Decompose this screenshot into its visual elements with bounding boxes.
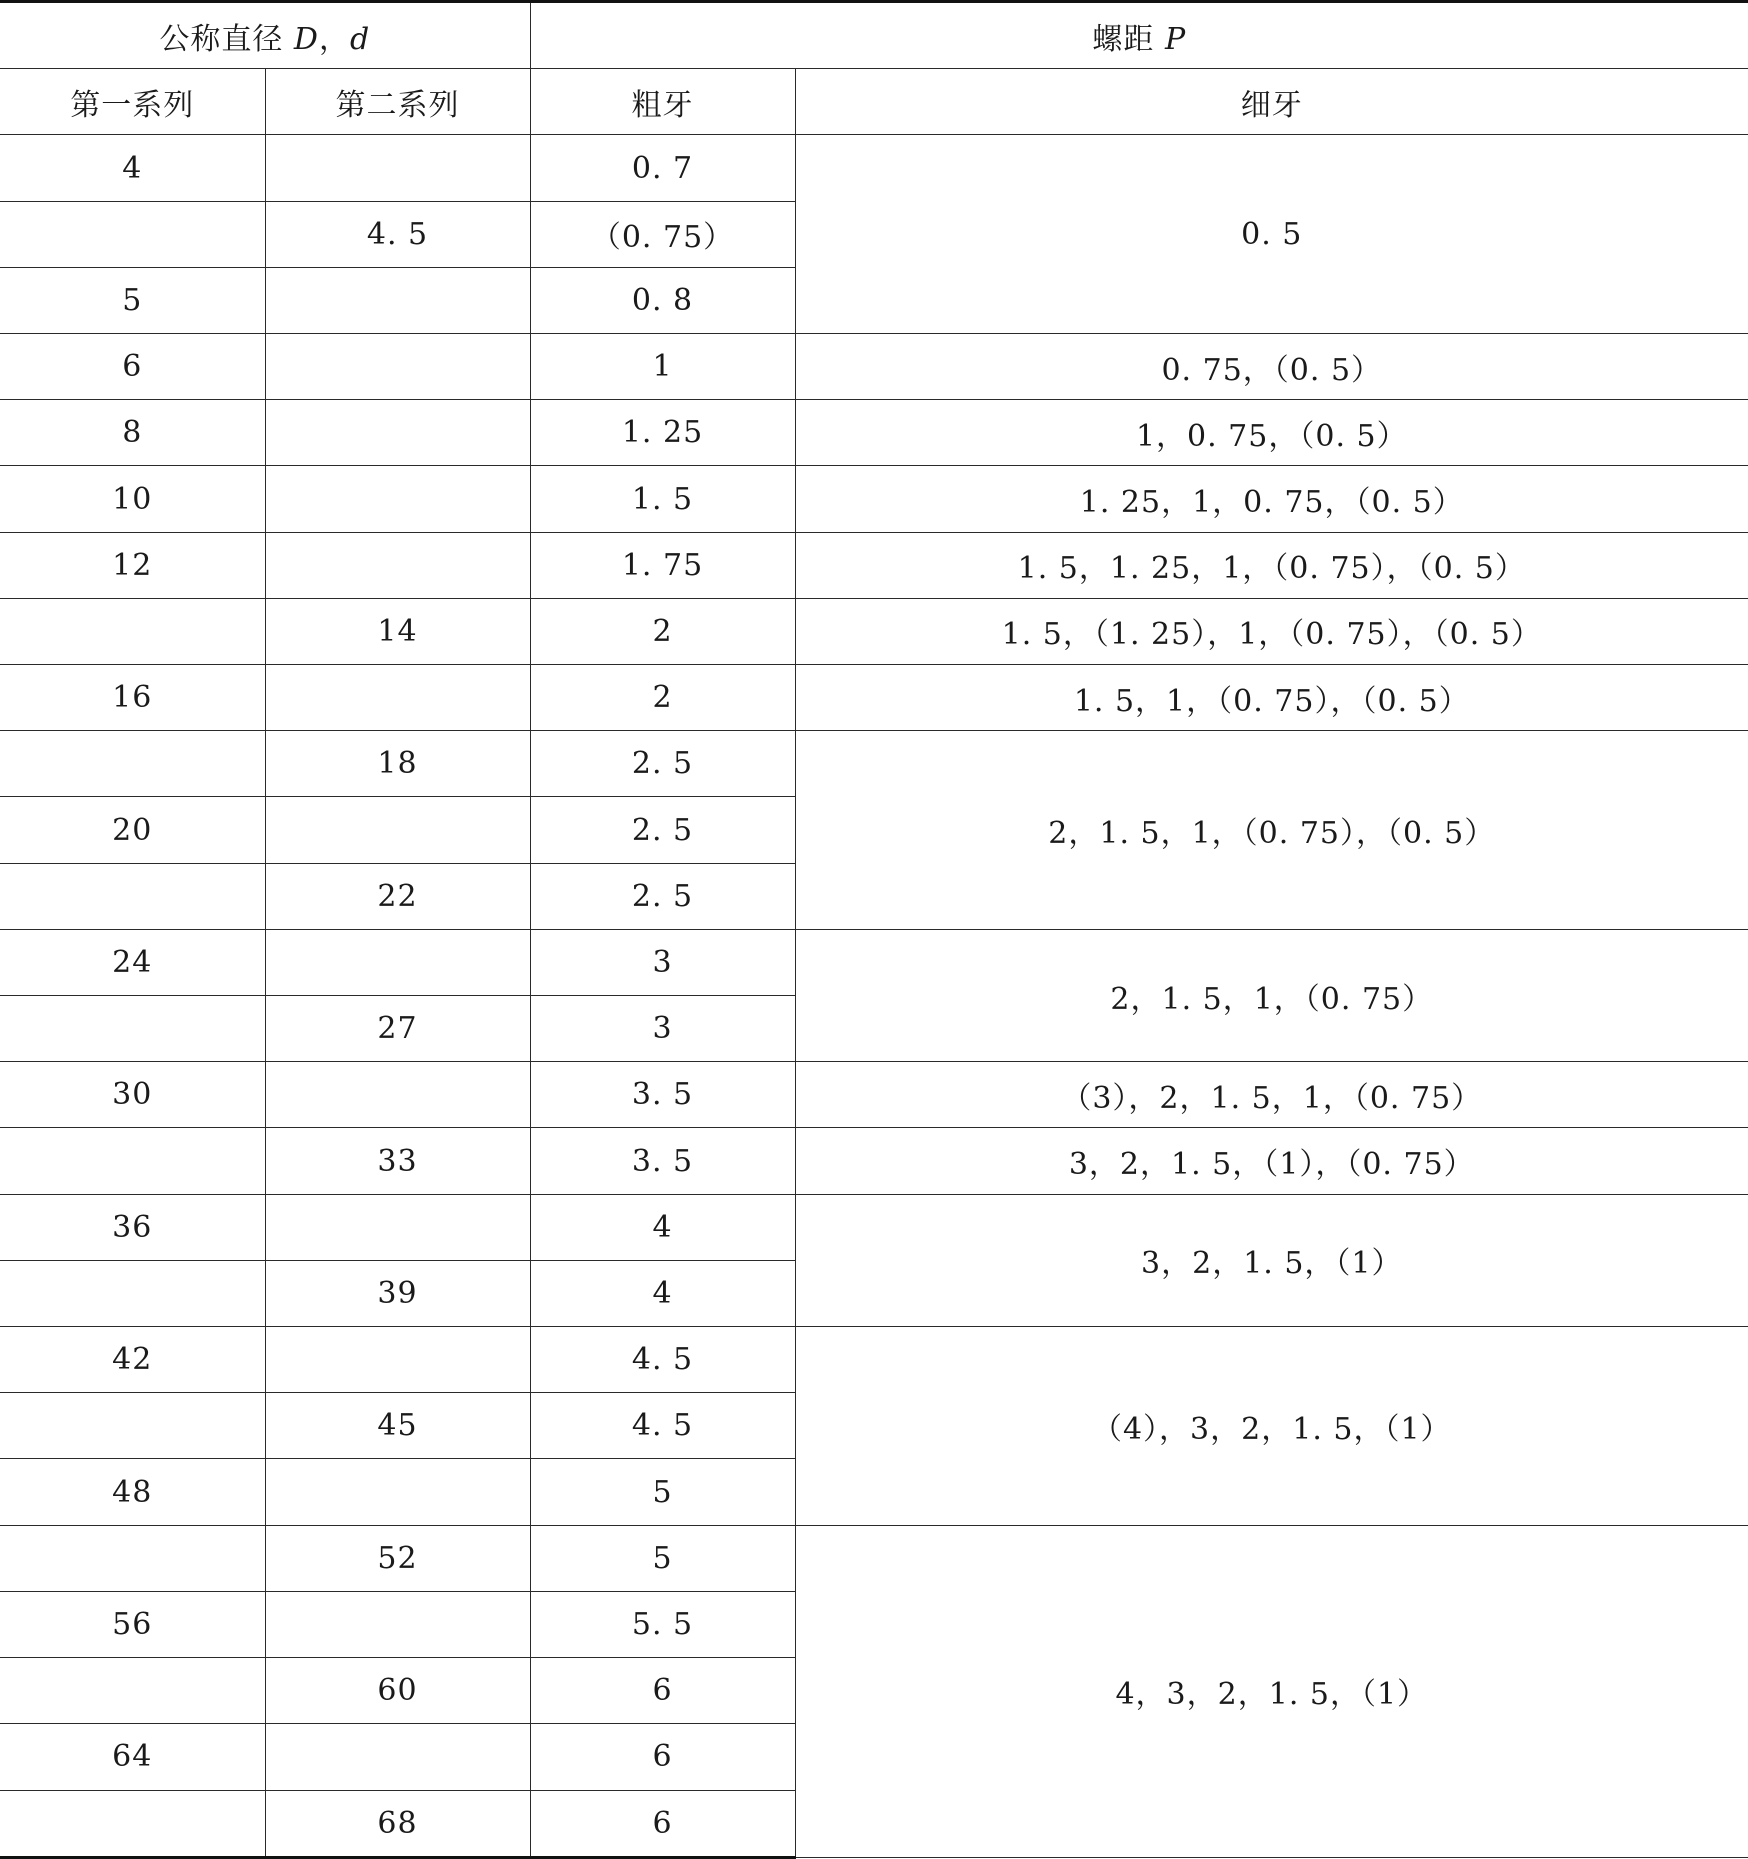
coarse-pitch-cell: 2. 5 bbox=[530, 797, 795, 863]
table-row bbox=[0, 598, 1748, 664]
coarse-pitch-cell: 1. 25 bbox=[530, 400, 795, 466]
table-row bbox=[0, 1327, 1748, 1393]
table-row bbox=[0, 400, 1748, 466]
fine-pitch-cell: 1. 25，1，0. 75，（0. 5） bbox=[795, 466, 1748, 532]
table-header-row bbox=[0, 2, 1748, 69]
table-row bbox=[0, 1128, 1748, 1194]
coarse-pitch-cell: 1. 75 bbox=[530, 532, 795, 598]
table-row bbox=[0, 929, 1748, 995]
header-fine: 细牙 bbox=[795, 69, 1748, 135]
series1-cell: 16 bbox=[0, 665, 265, 731]
header-nominal-diameter-label: 公称直径 bbox=[159, 21, 284, 57]
fine-pitch-cell: 1. 5，1. 25，1，（0. 75），（0. 5） bbox=[795, 532, 1748, 598]
coarse-pitch-cell: 4 bbox=[530, 1194, 795, 1260]
series2-cell bbox=[265, 1724, 530, 1790]
fine-pitch-cell: 1. 5，（1. 25），1，（0. 75），（0. 5） bbox=[795, 598, 1748, 664]
coarse-pitch-cell: 2 bbox=[530, 665, 795, 731]
series1-cell: 64 bbox=[0, 1724, 265, 1790]
series2-cell: 18 bbox=[265, 731, 530, 797]
series1-cell: 12 bbox=[0, 532, 265, 598]
table-row bbox=[0, 1525, 1748, 1591]
series2-cell: 4. 5 bbox=[265, 201, 530, 267]
header-symbol-D: D bbox=[293, 21, 319, 57]
series2-cell: 60 bbox=[265, 1658, 530, 1724]
series1-cell: 4 bbox=[0, 135, 265, 201]
coarse-pitch-cell: 1 bbox=[530, 334, 795, 400]
table-subheader-row bbox=[0, 69, 1748, 135]
coarse-pitch-cell: 5. 5 bbox=[530, 1591, 795, 1657]
series2-cell: 45 bbox=[265, 1393, 530, 1459]
series1-cell bbox=[0, 731, 265, 797]
coarse-pitch-cell: 5 bbox=[530, 1525, 795, 1591]
fine-pitch-cell: 1，0. 75，（0. 5） bbox=[795, 400, 1748, 466]
series2-cell: 39 bbox=[265, 1260, 530, 1326]
fine-pitch-cell: 3，2，1. 5，（1） bbox=[795, 1194, 1748, 1326]
series1-cell bbox=[0, 1790, 265, 1858]
coarse-pitch-cell: 3 bbox=[530, 929, 795, 995]
series2-cell bbox=[265, 400, 530, 466]
series1-cell: 42 bbox=[0, 1327, 265, 1393]
table-row bbox=[0, 665, 1748, 731]
series1-cell: 48 bbox=[0, 1459, 265, 1525]
table-row bbox=[0, 1194, 1748, 1260]
series2-cell bbox=[265, 1327, 530, 1393]
coarse-pitch-cell: 5 bbox=[530, 1459, 795, 1525]
series1-cell bbox=[0, 598, 265, 664]
coarse-pitch-cell: 3. 5 bbox=[530, 1128, 795, 1194]
coarse-pitch-cell: 3 bbox=[530, 996, 795, 1062]
series1-cell bbox=[0, 1393, 265, 1459]
series2-cell: 52 bbox=[265, 1525, 530, 1591]
coarse-pitch-cell: 2. 5 bbox=[530, 863, 795, 929]
series2-cell bbox=[265, 797, 530, 863]
coarse-pitch-cell: 2. 5 bbox=[530, 731, 795, 797]
series2-cell bbox=[265, 929, 530, 995]
table-row bbox=[0, 532, 1748, 598]
fine-pitch-cell: 0. 5 bbox=[795, 135, 1748, 334]
coarse-pitch-cell: 6 bbox=[530, 1658, 795, 1724]
table-row bbox=[0, 466, 1748, 532]
fine-pitch-cell: （4），3，2，1. 5，（1） bbox=[795, 1327, 1748, 1526]
header-series2: 第二系列 bbox=[265, 69, 530, 135]
series1-cell: 8 bbox=[0, 400, 265, 466]
series2-cell bbox=[265, 1459, 530, 1525]
series1-cell bbox=[0, 1525, 265, 1591]
coarse-pitch-cell: （0. 75） bbox=[530, 201, 795, 267]
series2-cell: 27 bbox=[265, 996, 530, 1062]
series1-cell: 36 bbox=[0, 1194, 265, 1260]
coarse-pitch-cell: 2 bbox=[530, 598, 795, 664]
series1-cell bbox=[0, 996, 265, 1062]
series2-cell bbox=[265, 1591, 530, 1657]
series2-cell bbox=[265, 532, 530, 598]
coarse-pitch-cell: 6 bbox=[530, 1724, 795, 1790]
series2-cell: 14 bbox=[265, 598, 530, 664]
series2-cell bbox=[265, 1194, 530, 1260]
header-separator: ， bbox=[318, 21, 350, 57]
coarse-pitch-cell: 4. 5 bbox=[530, 1393, 795, 1459]
table-row bbox=[0, 1062, 1748, 1128]
series2-cell bbox=[265, 334, 530, 400]
series2-cell: 33 bbox=[265, 1128, 530, 1194]
series1-cell bbox=[0, 863, 265, 929]
series1-cell: 24 bbox=[0, 929, 265, 995]
fine-pitch-cell: 2，1. 5，1，（0. 75） bbox=[795, 929, 1748, 1061]
series1-cell bbox=[0, 1128, 265, 1194]
coarse-pitch-cell: 6 bbox=[530, 1790, 795, 1858]
coarse-pitch-cell: 4. 5 bbox=[530, 1327, 795, 1393]
fine-pitch-cell: 3，2，1. 5，（1），（0. 75） bbox=[795, 1128, 1748, 1194]
fine-pitch-cell: 4，3，2，1. 5，（1） bbox=[795, 1525, 1748, 1857]
header-nominal-diameter bbox=[0, 2, 530, 69]
series1-cell bbox=[0, 201, 265, 267]
series1-cell bbox=[0, 1658, 265, 1724]
coarse-pitch-cell: 0. 8 bbox=[530, 267, 795, 333]
series2-cell bbox=[265, 267, 530, 333]
fine-pitch-cell: 0. 75，（0. 5） bbox=[795, 334, 1748, 400]
series1-cell: 10 bbox=[0, 466, 265, 532]
series1-cell: 5 bbox=[0, 267, 265, 333]
coarse-pitch-cell: 0. 7 bbox=[530, 135, 795, 201]
header-pitch-label: 螺距 bbox=[1092, 21, 1155, 57]
header-pitch bbox=[530, 2, 1748, 69]
series2-cell: 22 bbox=[265, 863, 530, 929]
table-row bbox=[0, 731, 1748, 797]
coarse-pitch-cell: 3. 5 bbox=[530, 1062, 795, 1128]
series1-cell: 30 bbox=[0, 1062, 265, 1128]
fine-pitch-cell: 1. 5，1，（0. 75），（0. 5） bbox=[795, 665, 1748, 731]
series2-cell bbox=[265, 466, 530, 532]
series2-cell bbox=[265, 665, 530, 731]
header-symbol-P: P bbox=[1164, 21, 1187, 57]
header-symbol-d: d bbox=[349, 21, 371, 57]
series1-cell: 6 bbox=[0, 334, 265, 400]
series2-cell bbox=[265, 1062, 530, 1128]
series2-cell bbox=[265, 135, 530, 201]
fine-pitch-cell: （3），2，1. 5，1，（0. 75） bbox=[795, 1062, 1748, 1128]
series2-cell: 68 bbox=[265, 1790, 530, 1858]
fine-pitch-cell: 2，1. 5，1，（0. 75），（0. 5） bbox=[795, 731, 1748, 930]
series1-cell: 20 bbox=[0, 797, 265, 863]
series1-cell bbox=[0, 1260, 265, 1326]
header-series1: 第一系列 bbox=[0, 69, 265, 135]
table-row bbox=[0, 334, 1748, 400]
series1-cell: 56 bbox=[0, 1591, 265, 1657]
table-row bbox=[0, 135, 1748, 201]
header-coarse: 粗牙 bbox=[530, 69, 795, 135]
coarse-pitch-cell: 1. 5 bbox=[530, 466, 795, 532]
coarse-pitch-cell: 4 bbox=[530, 1260, 795, 1326]
